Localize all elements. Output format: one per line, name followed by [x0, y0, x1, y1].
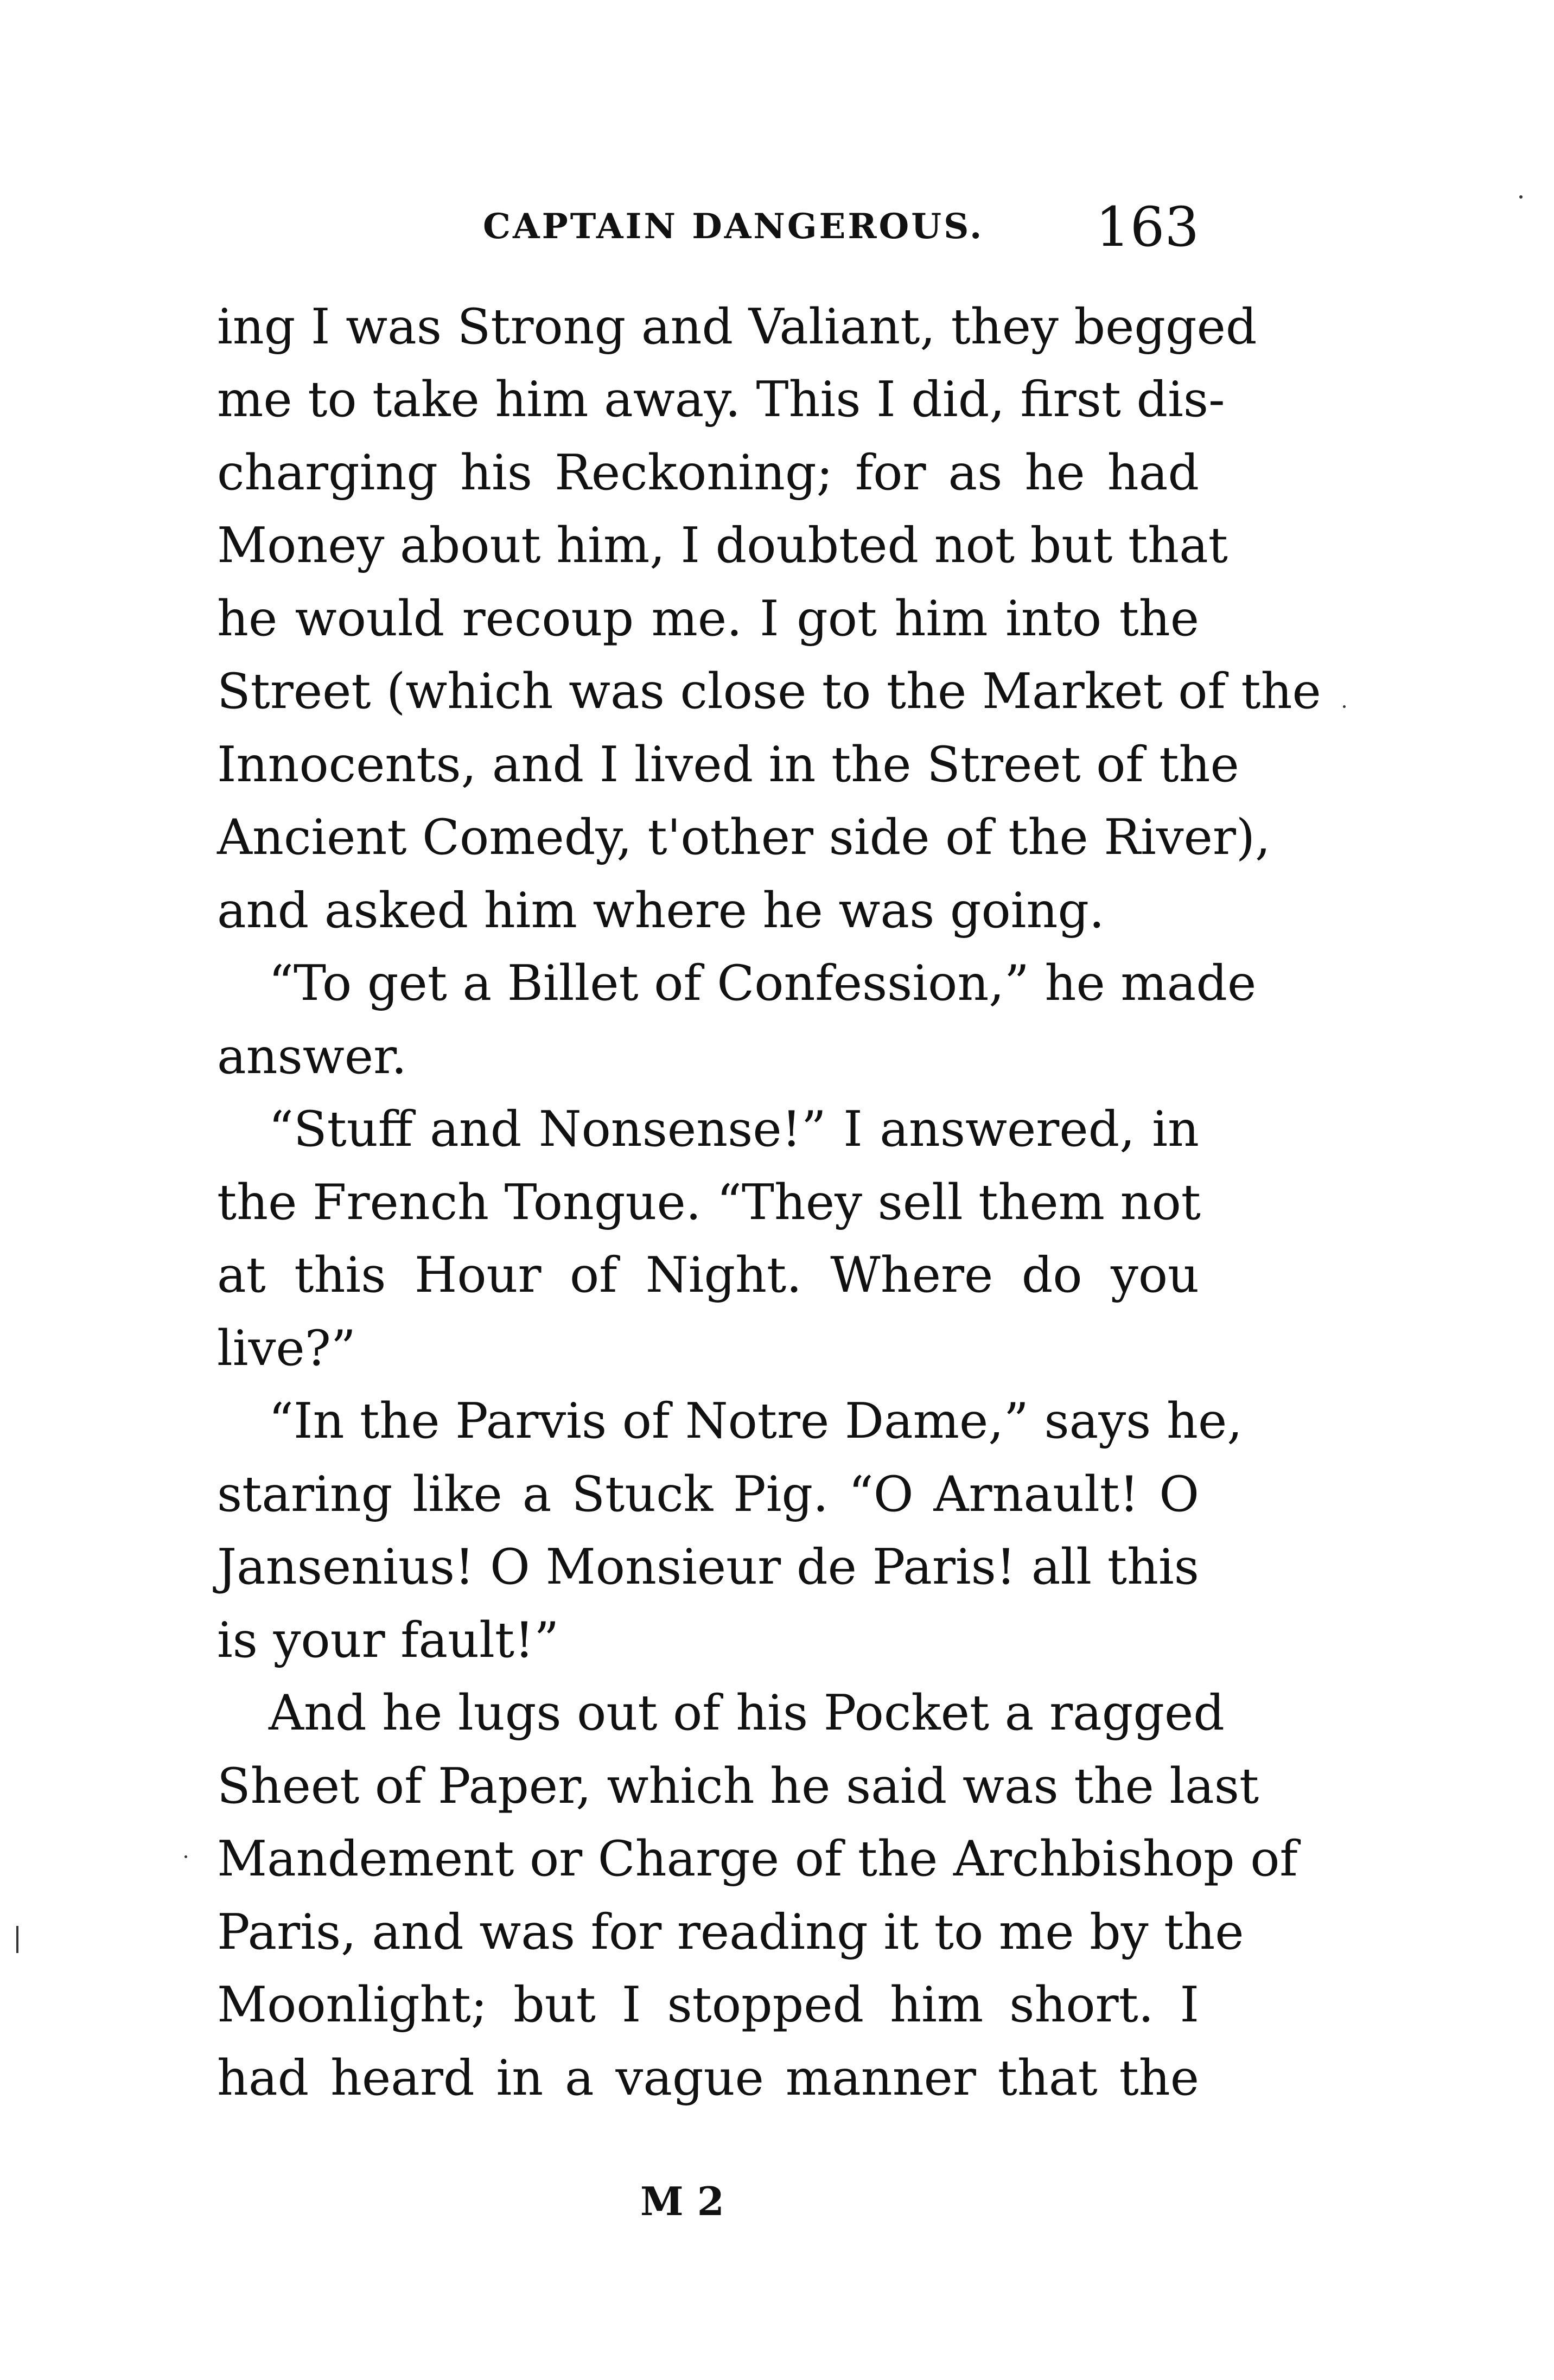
text-line: Ancient Comedy, t'other side of the River), [217, 809, 1271, 866]
text-line: Street (which was close to the Market of the [217, 663, 1321, 720]
text-line: Paris, and was for reading it to me by the [217, 1903, 1244, 1961]
text-line: and asked him where he was going. [217, 882, 1105, 939]
running-title: CAPTAIN DANGEROUS. [483, 206, 984, 247]
text-line: he would recoup me. I got him into the [217, 590, 1199, 647]
text-line: is your fault!” [217, 1611, 559, 1669]
page-number: 163 [1096, 195, 1199, 259]
text-line: Money about him, I doubted not but that [217, 517, 1228, 575]
text-line: Moonlight; but I stopped him short. I [217, 1976, 1199, 2034]
text-line: me to take him away. This I did, first dis- [217, 371, 1225, 429]
scan-speck [16, 1926, 18, 1953]
text-line: Sheet of Paper, which he said was the last [217, 1757, 1259, 1815]
text-line: charging his Reckoning; for as he had [217, 444, 1199, 501]
text-line: Innocents, and I lived in the Street of the [217, 736, 1239, 793]
scan-speck [1343, 705, 1346, 708]
text-line: “Stuff and Nonsense!” I answered, in [269, 1101, 1199, 1158]
running-head [217, 195, 1199, 260]
text-line: had heard in a vague manner that the [217, 2049, 1199, 2107]
scan-speck [184, 1855, 187, 1858]
text-line: “To get a Billet of Confession,” he made [269, 955, 1257, 1012]
text-line: live?” [217, 1319, 356, 1377]
body-text [217, 290, 1321, 2115]
text-line: “In the Parvis of Notre Dame,” says he, [269, 1393, 1243, 1450]
text-line: Jansenius! O Monsieur de Paris! all this [217, 1539, 1199, 1596]
text-line: And he lugs out of his Pocket a ragged [269, 1684, 1225, 1742]
text-line: Mandement or Charge of the Archbishop of [217, 1830, 1298, 1888]
text-line: ing I was Strong and Valiant, they begged [217, 298, 1257, 355]
scan-speck [1519, 195, 1523, 199]
text-line: at this Hour of Night. Where do you [217, 1247, 1199, 1304]
text-line: the French Tongue. “They sell them not [217, 1173, 1201, 1231]
signature-mark: M 2 [640, 2178, 724, 2224]
text-line: answer. [217, 1028, 407, 1085]
text-line: staring like a Stuck Pig. “O Arnault! O [217, 1465, 1199, 1523]
